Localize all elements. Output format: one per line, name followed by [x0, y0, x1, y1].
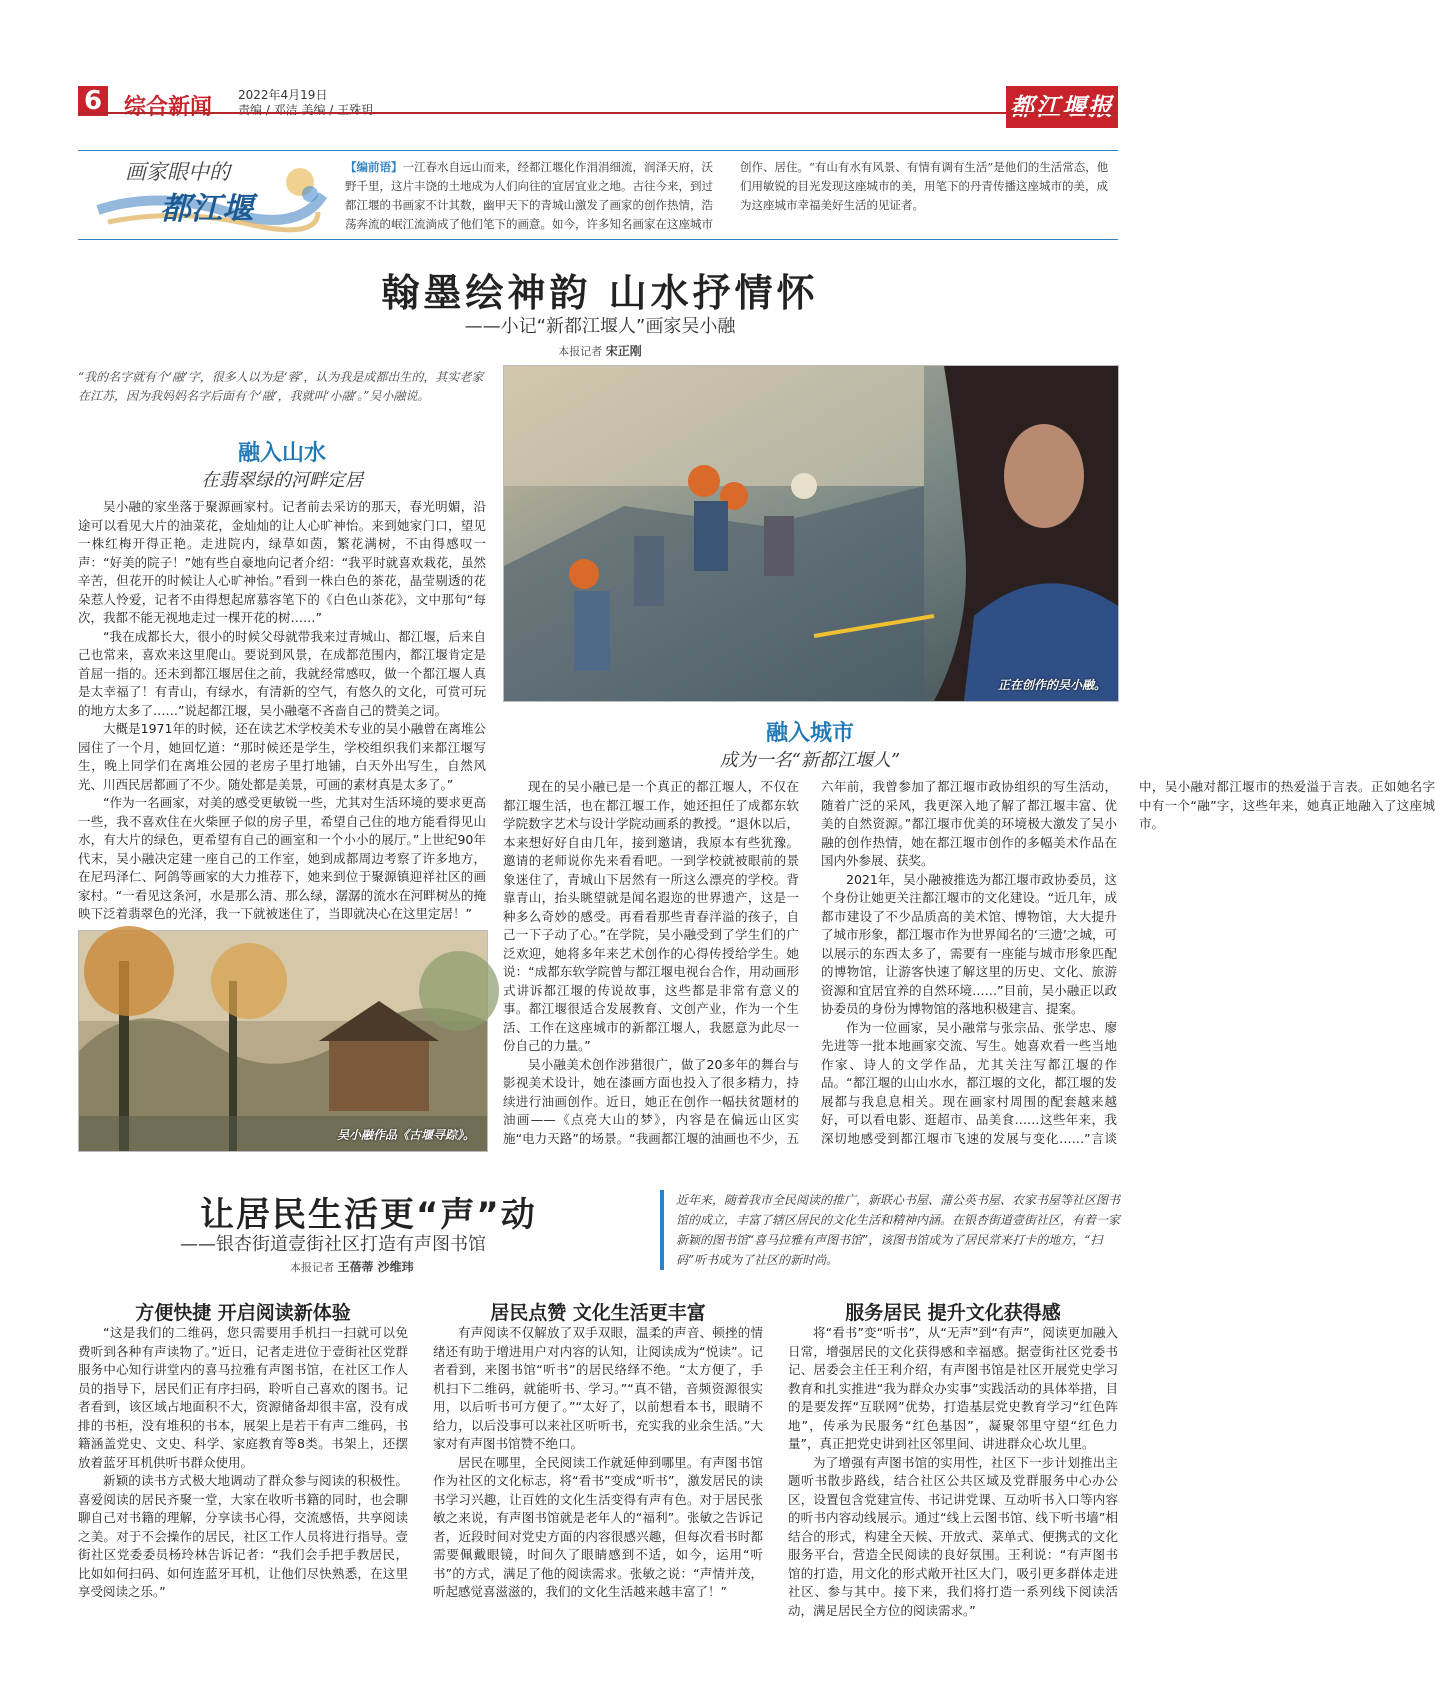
issue-date: 2022年4月19日: [238, 88, 328, 102]
paragraph: “这是我们的二维码，您只需要用手机扫一扫就可以免费听到各种有声读物了。”近日，记者走进位于壹街社区党群服务中心知行讲堂内的喜马拉雅有声图书馆，在社区工作人员的指导下，居民们正有序扫码，聆听自己喜欢的图书。记者看到，该区域占地面积不大，资源储备却很丰富，没有成排的书柜，没有堆积的书本，展架上是若干有声二维码，书籍涵盖党史、文史、科学、家庭教育等8类。书架上，还摆放着蓝牙耳机供听书群众使用。: [78, 1325, 408, 1470]
section-name: 综合新闻: [124, 95, 213, 120]
paragraph: 有声阅读不仅解放了双手双眼，温柔的声音、顿挫的情绪还有助于增进用户对内容的认知，让阅读成为“悦读”。记者看到，来图书馆“听书”的居民络绎不绝。“太方便了，手机扫下二维码，就能听书、学习。”“真不错，音频资源很实用，以后听书可方便了。”“太好了，以前想看本书，眼睛不给力，以后没事可以来社区听听书，充实我的业余生活。”大家对有声图书馆赞不绝口。: [433, 1325, 763, 1451]
column-name-top: 画家眼中的: [125, 160, 230, 184]
col3-body: [788, 1324, 1118, 1694]
photo1-caption: 正在创作的吴小融。: [997, 678, 1106, 692]
paragraph: “我在成都长大，很小的时候父母就带我来过青城山、都江堰，后来自己也常来，喜欢来这里爬山。要说到风景，在成都范围内，都江堰肯定是首屈一指的。还未到都江堰居住之前，我就经常感叹，做一个都江堰人真是太幸福了！有青山，有绿水，有清新的空气，有悠久的文化，可赏可玩的地方太多了……”说起都江堰，吴小融毫不吝啬自己的赞美之词。: [78, 628, 486, 718]
col2-body: [433, 1324, 763, 1694]
page-number: 6: [78, 86, 108, 116]
article1-byline: [80, 342, 1120, 359]
col1-title: 方便快捷 开启阅读新体验: [135, 1302, 351, 1324]
paragraph: 居民在哪里，全民阅读工作就延伸到哪里。有声图书馆作为社区的文化标志，将“看书”变成“听书”，激发居民的读书学习兴趣，让百姓的文化生活变得有声有色。对于居民张敏之来说，有声图书馆就是老年人的“福利”。张敏之告诉记者，近段时间对党史方面的内容很感兴趣，但每次看书时都需要佩戴眼镜，时间久了眼睛感到不适，如今，运用“听书”的方式，满足了他的阅读需求。张敏之说：“声情并茂，听起感觉喜滋滋的，我们的文化生活越来越丰富了！”: [433, 1454, 763, 1599]
byline-name: 王蓓蒂 沙维玮: [337, 1260, 414, 1274]
article1-quote: “我的名字就有个‘融’字，很多人以为是‘蓉’，认为我是成都出生的，其实老家在江苏，因为我妈妈名字后面有个‘融’，我就叫‘小融’。”吴小融说。: [78, 370, 484, 403]
sec2-title: 融入城市: [765, 720, 854, 746]
article2-byline: [290, 1258, 414, 1275]
article2-title: 让居民生活更“声”动: [200, 1195, 537, 1235]
byline-name: 宋正刚: [605, 344, 642, 358]
painting-gu-yan-image: [79, 931, 487, 1151]
paragraph: 2021年，吴小融被推选为都江堰市政协委员，这个身份让她更关注都江堰市的文化建设。“近几年，成都市建设了不少品质高的美术馆、博物馆，大大提升了城市形象，都江堰市作为世界闻名的‘三遗’之城，可以展示的东西太多了，需要有一座能与城市形象匹配的博物馆，让游客快速了解这里的历史、文化、旅游资源和宜居宜养的自然环境……”目前，吴小融正以政协委员的身份为博物馆的落地积极建言、提案。: [821, 871, 1117, 1016]
col3-title: 服务居民 提升文化获得感: [845, 1302, 1061, 1324]
photo2-caption: 吴小融作品《古堰寻踪》。: [336, 1128, 475, 1142]
photo-painting-work: [78, 930, 488, 1152]
paragraph: 现在的吴小融已是一个真正的都江堰人，不仅在都江堰生活，也在都江堰工作，她还担任了成都东软学院数字艺术与设计学院动画系的教授。“退休以后，本来想好好自由几年，接到邀请，我原本有些犹豫。邀请的老师说你先来看看吧。一到学校就被眼前的景象迷住了，青城山下居然有一所这么漂亮的学校。背靠青山，抬头眺望就是闻名遐迩的世界遗产，这是一种多么奇妙的感受。再看看那些青春洋溢的孩子，自己一下子动了心。”在学院，吴小融受到了学生们的广泛欢迎，她将多年来艺术创作的心得传授给学生。她说：“成都东软学院曾与都江堰电视台合作，用动画形式讲诉都江堰的传说故事，这些都是非常有意义的事。都江堰很适合发展教育、文创产业，作为一个生活、工作在这座城市的新都江堰人，我愿意为此尽一份自己的力量。”: [503, 779, 799, 1053]
editor-note: [345, 158, 1113, 234]
paragraph: “作为一名画家，对美的感受更敏锐一些，尤其对生活环境的要求更高一些，我不喜欢住在火柴匣子似的房子里，希望自己住的地方能看得见山水，有大片的绿色，更希望有自己的画室和一个小小的展厅。”上世纪90年代末，吴小融决定建一座自己的工作室，她到成都周边考察了许多地方，在尼玛泽仁、阿鸽等画家的大力推荐下，她来到位于聚源镇迎祥社区的画家村。“一看见这条河，水是那么清、那么绿，潺潺的流水在河畔树丛的掩映下泛着翡翠色的光泽，我一下就被迷住了，当即就决心在这里定居！”: [78, 795, 486, 921]
article1-subtitle: ——小记“新都江堰人”画家吴小融: [464, 316, 736, 337]
paragraph: 为了增强有声图书馆的实用性，社区下一步计划推出主题听书散步路线，结合社区公共区域及党群服务中心办公区，设置包含党建宣传、书记讲党课、互动听书入口等内容的听书内容动线展示。通过“线上云图书馆、线下听书墙”相结合的形式，构建全天候、开放式、菜单式、便携式的文化服务平台，营造全民阅读的良好氛围。王利说：“有声图书馆的打造，用文化的形式敞开社区大门，吸引更多群体走进社区、参与其中。接下来，我们将打造一系列线下阅读活动，满足居民全方位的阅读需求。”: [788, 1454, 1118, 1618]
paragraph: 将“看书”变“听书”，从“无声”到“有声”，阅读更加融入日常，增强居民的文化获得感和幸福感。据壹街社区党委书记、居委会主任王利介绍，有声图书馆是社区开展党史学习教育和扎实推进“我为群众办实事”实践活动的具体举措，目的是要发挥“互联网”优势，打造基层党史教育学习“红色阵地”，传承为民服务“红色基因”，凝聚邻里守望“红色力量”，真正把党史讲到社区邻里间、讲进群众心坎儿里。: [788, 1325, 1118, 1451]
artist-painting-image: [504, 366, 1118, 701]
editor-credits: 责编 / 邓洁 美编 / 王殊玥: [238, 103, 374, 117]
paragraph: 吴小融美术创作涉猎很广，做了20多年的舞台与影视美术设计，她在漆画方面也投入了很多精力，持续进行油画创作。近日，她正在创作一幅扶贫题材的油画——《点亮大山的梦》，内容是在偏远山区实施“电力天路”的场景。“我画都江堰的油画也不少，五六年前，我曾参加了都江堰市政协组织的写生活动，随着广泛的采风，我更深入地了解了都江堰丰富、优美的自然资源。”都江堰市优美的环境极大激发了吴小融的创作热情，她在都江堰市创作的多幅美术作品在国内外参展、获奖。: [503, 779, 1117, 1146]
article2-intro: 近年来，随着我市全民阅读的推广，新联心书屋、蒲公英书屋、农家书屋等社区图书馆的成立，丰富了辖区居民的文化生活和精神内涵。在银杏街道壹街社区，有着一家新颖的图书馆“喜马拉雅有声图书馆”，该图书馆成为了居民常来打卡的地方，“扫码”听书成为了社区的新时尚。: [660, 1190, 1124, 1270]
paragraph: 吴小融的家坐落于聚源画家村。记者前去采访的那天，春光明媚，沿途可以看见大片的油菜花，金灿灿的让人心旷神怡。来到她家门口，望见一株红梅开得正艳。走进院内，绿草如茵，繁花满树，不由得感叹一声：“好美的院子！”她有些自豪地向记者介绍：“我平时就喜欢栽花，虽然辛苦，但花开的时候让人心旷神怡。”看到一株白色的茶花，晶莹剔透的花朵惹人怜爱，记者不由得想起席慕容笔下的《白色山茶花》，文中那句“每次，我都不能无视地走过一棵开花的树……”: [78, 499, 486, 625]
paragraph: 作为一位画家，吴小融常与张宗品、张学忠、廖先进等一批本地画家交流、写生。她喜欢看一些当地作家、诗人的文学作品，尤其关注写都江堰的作品。“都江堰的山山水水，都江堰的文化，都江堰的发展都与我息息相关。现在画家村周围的配套越来越好，可以看电影、逛超市、品美食……这些年来，我深切地感受到都江堰市飞速的发展与变化……”言谈中，吴小融对都江堰市的热爱溢于言表。正如她名字中有一个“融”字，这些年来，她真正地融入了这座城市。: [821, 779, 1435, 1146]
header-rule: [78, 112, 1118, 114]
sec2-subtitle: 成为一名“新都江堰人”: [719, 750, 901, 771]
editor-note-text: 一江春水自远山而来，经都江堰化作涓涓细流，润泽天府，沃野千里，这片丰饶的土地成为人们向往的宜居宜业之地。古往今来，到过都江堰的书画家不计其数，幽甲天下的青城山激发了画家的创作热情，浩荡奔流的岷江流淌成了他们笔下的画意。如今，许多知名画家在这座城市创作、居住。“有山有水有风景、有情有调有生活”是他们的生活常态，他们用敏锐的目光发现这座城市的美，用笔下的丹青传播这座城市的美，成为这座城市幸福美好生活的见证者。: [345, 160, 1109, 231]
sec1-subtitle: 在翡翠绿的河畔定居: [201, 470, 363, 491]
paragraph: 大概是1971年的时候，还在读艺术学校美术专业的吴小融曾在离堆公园住了一个月，她回忆道：“那时候还是学生，学校组织我们来都江堰写生，晚上同学们在离堆公园的老房子里打地铺，白天外出写生，自然风光、川西民居都画了不少。随处都是美景，可画的素材真是太多了。”: [78, 721, 486, 792]
editor-note-label: 【编前语】: [345, 160, 403, 174]
photo-artist-painting: [503, 365, 1119, 702]
sec1-title: 融入山水: [237, 440, 326, 466]
col2-title: 居民点赞 文化生活更丰富: [490, 1302, 706, 1324]
col1-body: [78, 1324, 408, 1694]
byline-label: 本报记者: [290, 1261, 334, 1274]
byline-label: 本报记者: [558, 345, 603, 358]
sec1-body: [78, 498, 486, 921]
column-name-bottom: 都江堰: [160, 191, 253, 227]
newspaper-logo: 都江堰报: [1006, 86, 1118, 128]
paragraph: 新颖的读书方式极大地调动了群众参与阅读的积极性。喜爱阅读的居民齐聚一堂，大家在收听书籍的同时，也会聊聊自己对书籍的理解，分享读书心得，交流感悟，共享阅读之美。对于不会操作的居民，社区工作人员将进行指导。壹街社区党委委员杨玲林告诉记者：“我们会手把手教居民，比如如何扫码、如何连蓝牙耳机，让他们尽快熟悉，在这里享受阅读之乐。”: [78, 1473, 408, 1599]
article1-title: 翰墨绘神韵 山水抒情怀: [381, 271, 819, 315]
article2-subtitle: ——银杏街道壹街社区打造有声图书馆: [180, 1234, 486, 1255]
sec2-body: [503, 778, 1435, 1150]
